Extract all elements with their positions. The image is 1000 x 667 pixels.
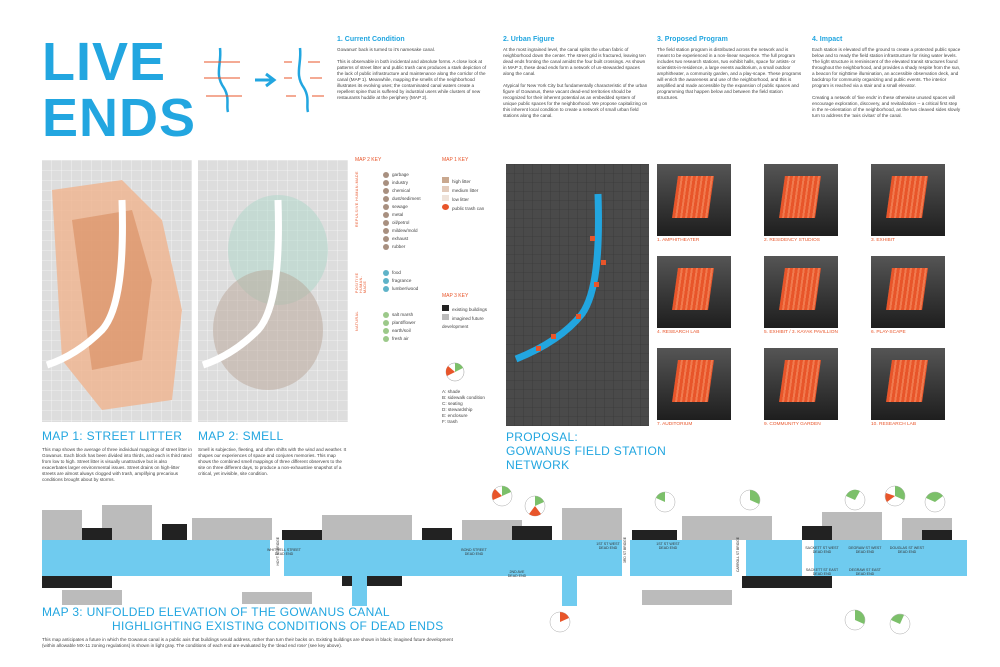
photo-card xyxy=(764,256,838,335)
map-1-key xyxy=(442,157,502,213)
section-text: Each station is elevated off the ground to create a protected public space below and to ready the field station infrastructure for rising water levels. The light structure is reminiscent of the elevated transit structures found throughout the neighborhood, and provides a shady respite from the sun, a beacon for nighttime illumination, an accessible observation deck, and backdrop for community organizing and public events. The interior program is reached via a stair and a small elevator. Creating a network of 'live ends' in these otherwise unused spaces will encourage exploration, discovery, and revitalization -- a critical first step in the re-orientation of the neighborhood, as the two cleaved sides slowly turn to address the 'axis civitas' of the canal. xyxy=(812,47,961,118)
field-station-structure xyxy=(779,360,821,402)
map-2-key-title: MAP 2 KEY xyxy=(355,157,382,163)
photo-image xyxy=(871,164,945,236)
dead-end-rose xyxy=(925,492,945,512)
key-swatch-icon xyxy=(383,220,389,226)
dead-end-rose xyxy=(550,612,570,632)
key-swatch-icon xyxy=(383,320,389,326)
dead-end-label: 1ST ST WEST DEAD END xyxy=(596,542,620,550)
map-2-key-item: chemical xyxy=(383,187,435,195)
key-swatch-icon xyxy=(383,212,389,218)
map-1-street-litter xyxy=(42,160,192,422)
dead-end-key-item: E: enclosure xyxy=(442,413,468,418)
map-3-key xyxy=(442,293,502,331)
photo-caption: 5. EXHIBIT / 3. KAYAK PAVILLION xyxy=(764,330,838,335)
map-2-key-group xyxy=(355,311,435,343)
map-2-key-item: dust/sediment xyxy=(383,195,435,203)
photo-card xyxy=(657,256,731,335)
map-1-graphic xyxy=(42,160,192,422)
map-2-key-group-name: POSITIVE HUMAN-MADE xyxy=(355,272,367,293)
dead-end-key-item: A: shade xyxy=(442,389,461,394)
bridge-label: 3RD ST BRIDGE xyxy=(623,537,627,563)
section-text: Gowanus' back is turned to it's namesake canal. This is observable in both incidental and absolute forms. A close look at patterns of street litter and public trash cans produces a stark depiction of the lack of public infrastructure and maintenance along the corridor of the canal (MAP 1). Meanwhile, mapping the smells of the neighborhood illustrates its evolving uses; the contaminated canal waters create a repellent spine that is suffered by industrial users while clusters of new restaurants huddle at the periphery (MAP 2). xyxy=(337,47,487,100)
photo-card xyxy=(657,164,731,243)
map-1-key-item: public trash can xyxy=(442,204,502,213)
key-swatch-icon xyxy=(383,180,389,186)
key-swatch-icon xyxy=(383,286,389,292)
dead-end-label: WHITWELL STREET DEAD END xyxy=(266,548,301,556)
map-2-key-item: rubber xyxy=(383,243,435,251)
dead-end-rose-key-icon xyxy=(442,360,468,384)
map-2-key-item: mildew/mold xyxy=(383,227,435,235)
photo-caption: 3. EXHIBIT xyxy=(871,238,895,243)
key-swatch-icon xyxy=(383,196,389,202)
map-2-key-group-name: NATURAL xyxy=(355,311,359,332)
map-3-title-2: HIGHLIGHTING EXISTING CONDITIONS OF DEAD ENDS xyxy=(112,619,444,633)
map-2-smell xyxy=(198,160,348,422)
field-station-structure xyxy=(672,268,714,310)
section-text: At the most ingrained level, the canal splits the urban fabric of neighborhood down the center. The street grid is fractured, leaving ten dead ends fronting the canal amidst the four built crossings. As shown in MAP 3, these dead ends form a network of un-stewarded spaces along the canal. Atypical for New York City but fundamentally characteristic of the urban figure of Gowanus, these vacant dead-end territories should be recognized for their inherent potential as an embedded system of unique public spaces for the neighborhood. We propose capitalizing on this inherent local condition to create a network of small urban field stations along the canal. xyxy=(503,47,648,118)
map-1-title: MAP 1: STREET LITTER xyxy=(42,429,183,443)
dead-end-key-item: D: stewardship xyxy=(442,407,473,412)
key-swatch-icon xyxy=(383,244,389,250)
dead-end-label: BOND STREET DEAD END xyxy=(461,548,487,556)
field-station-structure xyxy=(672,360,714,402)
section-heading: 2. Urban Figure xyxy=(503,36,555,43)
key-swatch-icon xyxy=(383,328,389,334)
title-line-2: ENDS xyxy=(42,88,197,148)
dead-end-rose-key-list xyxy=(442,389,502,425)
map-2-key xyxy=(355,157,435,343)
map-2-key-list xyxy=(355,171,435,343)
photo-caption: 2. RESIDENCY STUDIOS xyxy=(764,238,820,243)
photo-image xyxy=(871,348,945,420)
map-1-key-item: high litter xyxy=(442,177,502,186)
map-2-key-item: plant/flower xyxy=(383,319,435,327)
dead-end-rose xyxy=(845,610,865,630)
photo-card xyxy=(657,348,731,427)
dead-end-rose xyxy=(845,490,865,510)
field-station-structure xyxy=(886,268,928,310)
key-swatch-icon xyxy=(383,278,389,284)
dead-end-rose-key xyxy=(442,360,502,425)
section-heading: 1. Current Condition xyxy=(337,36,405,43)
dead-end-rose xyxy=(890,614,910,634)
map-3-key-title: MAP 3 KEY xyxy=(442,293,469,299)
section-proposed-program xyxy=(657,36,802,101)
map-2-title: MAP 2: SMELL xyxy=(198,429,284,443)
key-swatch-icon xyxy=(383,312,389,318)
photo-image xyxy=(657,164,731,236)
photo-caption: 1. AMPHITHEATER xyxy=(657,238,700,243)
photo-caption: 4. RESEARCH LAB xyxy=(657,330,700,335)
photo-caption: 6. PLAY-SCAPE xyxy=(871,330,906,335)
dead-end-label: DEGRAW ST WEST DEAD END xyxy=(848,546,882,554)
photo-caption: 9. COMMUNITY GARDEN xyxy=(764,422,821,427)
photo-card xyxy=(871,256,945,335)
map-2-key-item: fragrance xyxy=(383,277,435,285)
photo-card xyxy=(764,164,838,243)
key-swatch-icon xyxy=(383,236,389,242)
map-1-caption xyxy=(42,429,192,483)
map-2-key-item: exhaust xyxy=(383,235,435,243)
map-3-title-1: MAP 3: UNFOLDED ELEVATION OF THE GOWANUS CANAL xyxy=(42,605,390,619)
key-swatch-icon xyxy=(383,336,389,342)
map-2-key-item: fresh air xyxy=(383,335,435,343)
map-2-key-group xyxy=(355,269,435,293)
field-station-structure xyxy=(672,176,714,218)
map-1-key-title: MAP 1 KEY xyxy=(442,157,469,163)
dead-end-key-item: C: seating xyxy=(442,401,463,406)
dead-end-key-item: F: trash xyxy=(442,419,458,424)
map-2-key-item: oil/petrol xyxy=(383,219,435,227)
map-2-key-item: lumber/wood xyxy=(383,285,435,293)
section-impact xyxy=(812,36,962,119)
key-swatch-icon xyxy=(383,188,389,194)
photo-card xyxy=(764,348,838,427)
dead-end-rose xyxy=(885,486,905,506)
dead-end-roses xyxy=(480,480,960,645)
dead-end-label: DEGRAW ST EAST DEAD END xyxy=(849,568,881,576)
section-text: The field station program is distributed across the network and is meant to be experienced in a non-linear sequence. The full program includes two research stations, two exhibit halls, space for artists- or scientists-in-residence, a large events auditorium, a small outdoor amphitheater, a community garden, and a play-scape. These programs will enrich the awareness and use of the neighborhood, and this is amplified and made accessible by the expansion of public spaces and programming that happen below and between the field station structures. xyxy=(657,47,802,100)
section-heading: 4. Impact xyxy=(812,36,843,43)
photo-caption: 10. RESEARCH LAB xyxy=(871,422,917,427)
proposal-map xyxy=(506,164,649,426)
map-1-text: This map shows the average of three individual mappings of street litter in Gowanus. Each block has been divided into thirds, and each is third rated from low to high. Street litter is visually unattractive but is also exacerbates larger environmental issues. Street drains on high-litter streets are almost always clogged with trash, amplifying precarious conditions brought about by storms. xyxy=(42,447,192,482)
key-swatch-icon xyxy=(383,204,389,210)
dead-end-label: SACKETT ST WEST DEAD END xyxy=(805,546,839,554)
dead-end-key-item: B: sidewalk condition xyxy=(442,395,485,400)
title-line-1: LIVE xyxy=(42,32,167,92)
field-station-structure xyxy=(779,176,821,218)
map-3-text: This map anticipates a future in which the Gowanus canal is a public axis that buildings would address, rather than turn their backs on. Existing buildings are shown in black; imagined future development (within allowable MX-11 zoning regulations) is shown in light gray. The conditions of each end are evaluated by the 'dead end rose' (see key above). xyxy=(42,637,453,648)
map-2-key-item: industry xyxy=(383,179,435,187)
map-3-key-item: imagined future development xyxy=(442,316,484,329)
dead-end-label: 2ND AVE DEAD END xyxy=(507,570,527,578)
field-station-structure xyxy=(886,360,928,402)
map-2-text: Smell is subjective, fleeting, and often shifts with the wind and weather. It shapes our experiences of space and conjures memories. This map shows the combined smell mappings of three different observers to the site on three different days, to produce a non-exhaustive snapshot of a critical, yet invisible, site condition. xyxy=(198,447,347,476)
dead-end-label: SACKETT ST EAST DEAD END xyxy=(805,568,839,576)
map-2-key-group xyxy=(355,171,435,251)
map-2-key-item: salt marsh xyxy=(383,311,435,319)
dead-end-label: 1ST ST WEST DEAD END xyxy=(656,542,680,550)
section-urban-figure xyxy=(503,36,648,119)
map-1-key-item: low litter xyxy=(442,195,502,204)
photo-image xyxy=(657,256,731,328)
map-2-caption xyxy=(198,429,348,477)
photo-grid xyxy=(657,164,937,439)
proposal-subtitle: GOWANUS FIELD STATION NETWORK xyxy=(506,444,667,472)
map-2-key-item: sewage xyxy=(383,203,435,211)
dead-end-rose xyxy=(525,496,545,516)
section-current-condition xyxy=(337,36,487,101)
key-swatch-icon xyxy=(383,228,389,234)
dead-end-label: DOUGLAS ST WEST DEAD END xyxy=(889,546,925,554)
bridge-label: CARROLL ST BRIDGE xyxy=(736,537,740,573)
section-heading: 3. Proposed Program xyxy=(657,36,728,43)
field-station-structure xyxy=(886,176,928,218)
map-2-key-group-name: REPULSIVE HUMAN-MADE xyxy=(355,171,359,227)
dead-end-rose xyxy=(740,490,760,510)
map-2-graphic xyxy=(198,160,348,422)
photo-image xyxy=(764,256,838,328)
photo-image xyxy=(657,348,731,420)
map-2-key-item: garbage xyxy=(383,171,435,179)
photo-image xyxy=(871,256,945,328)
map-2-key-item: metal xyxy=(383,211,435,219)
key-swatch-icon xyxy=(383,270,389,276)
proposal-map-graphic xyxy=(506,164,649,426)
key-swatch-icon xyxy=(383,172,389,178)
page-title xyxy=(42,32,197,148)
photo-card xyxy=(871,164,945,243)
field-station-structure xyxy=(779,268,821,310)
proposal-title: PROPOSAL: xyxy=(506,430,579,444)
bridge-label: HOYT ST BRIDGE xyxy=(276,537,280,566)
dead-end-rose xyxy=(492,486,512,506)
map-2-key-item: earth/soil xyxy=(383,327,435,335)
map-3-caption xyxy=(42,605,462,649)
dead-end-rose xyxy=(655,492,675,512)
photo-image xyxy=(764,348,838,420)
map-2-key-item: food xyxy=(383,269,435,277)
photo-caption: 7. AUDITORIUM xyxy=(657,422,693,427)
photo-card xyxy=(871,348,945,427)
map-1-key-item: medium litter xyxy=(442,186,502,195)
transformation-diagram xyxy=(200,44,330,114)
photo-image xyxy=(764,164,838,236)
map-3-key-item: existing buildings xyxy=(442,305,502,314)
